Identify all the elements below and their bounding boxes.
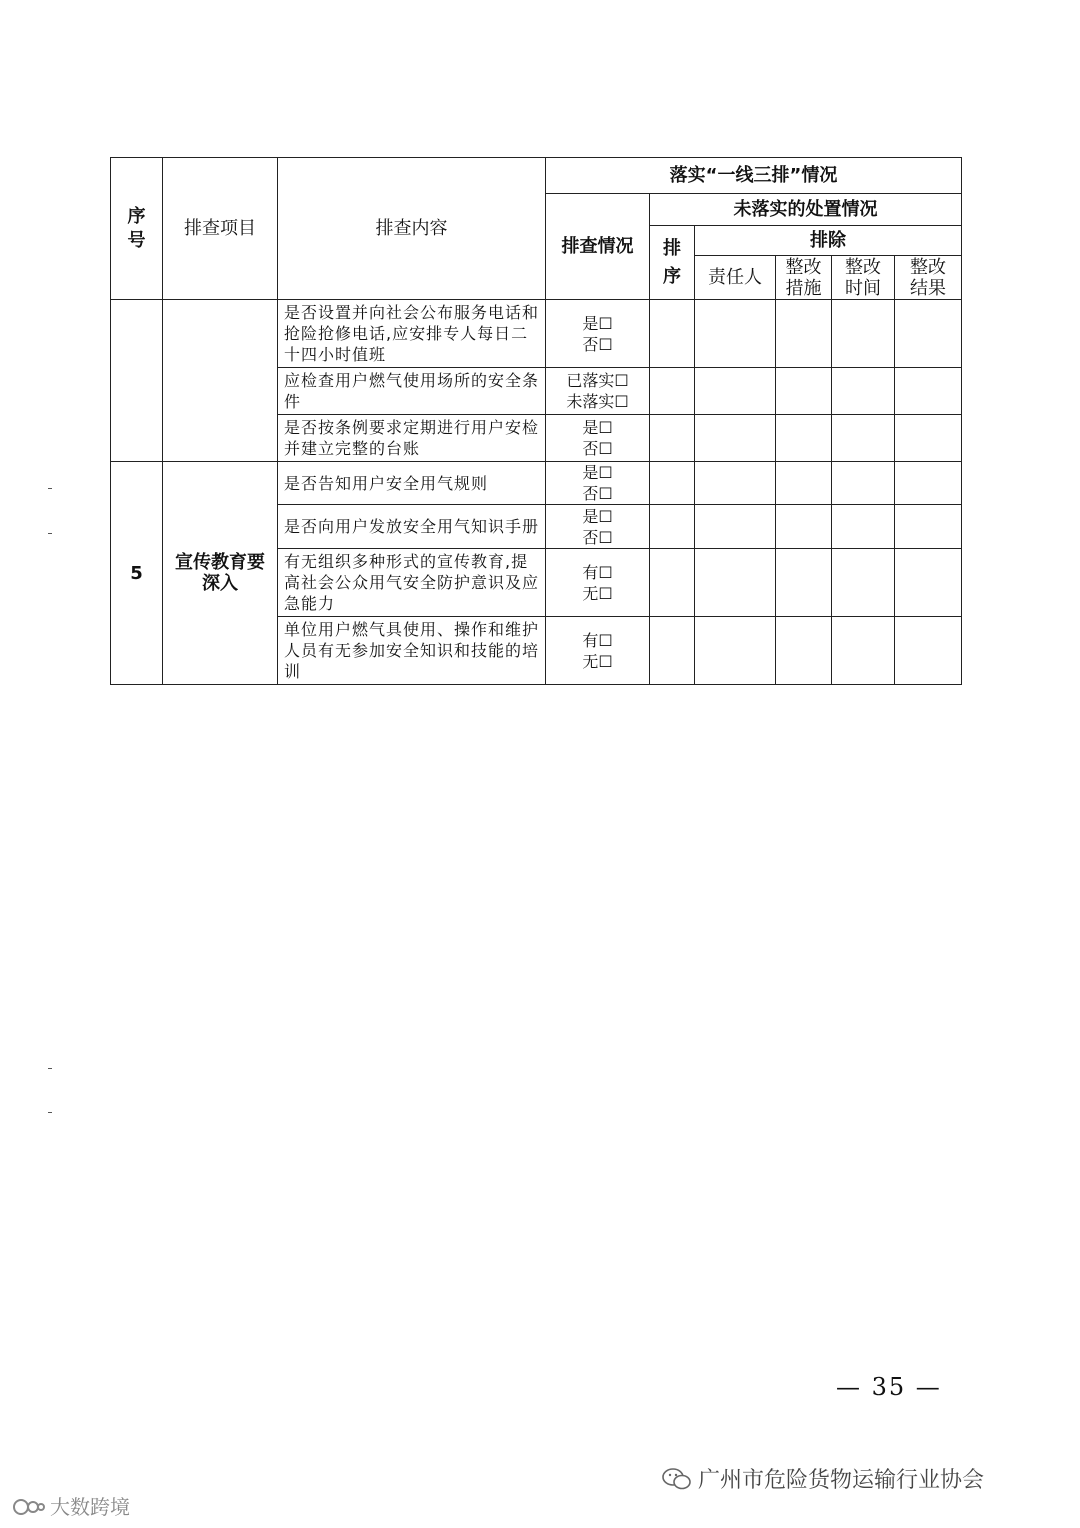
status-cell: 已落实☐ 未落实☐ xyxy=(546,368,650,415)
time-cell xyxy=(832,415,895,462)
scan-mark xyxy=(48,1112,52,1113)
item-cell: 宣传教育要深入 xyxy=(163,462,278,685)
header-responsible: 责任人 xyxy=(695,256,776,300)
result-cell xyxy=(895,462,962,505)
wechat-icon xyxy=(662,1467,692,1491)
result-cell xyxy=(895,505,962,549)
rank-cell xyxy=(650,415,695,462)
status-cell: 是☐ 否☐ xyxy=(546,415,650,462)
responsible-cell xyxy=(695,462,776,505)
header-time: 整改时间 xyxy=(832,256,895,300)
measures-cell xyxy=(776,300,832,368)
result-cell xyxy=(895,549,962,617)
status-cell: 有☐ 无☐ xyxy=(546,617,650,685)
responsible-cell xyxy=(695,415,776,462)
result-cell xyxy=(895,617,962,685)
seq-cell: 5 xyxy=(111,462,163,685)
time-cell xyxy=(832,617,895,685)
page-number: — 35 — xyxy=(836,1373,942,1401)
rank-cell xyxy=(650,617,695,685)
responsible-cell xyxy=(695,505,776,549)
rank-cell xyxy=(650,505,695,549)
header-check-status: 排查情况 xyxy=(546,194,650,300)
status-cell: 是☐ 否☐ xyxy=(546,300,650,368)
table-row xyxy=(111,300,962,368)
time-cell xyxy=(832,300,895,368)
footer-org-name: 广州市危险货物运输行业协会 xyxy=(698,1468,985,1493)
seq-cell xyxy=(111,300,163,462)
content-cell: 有无组织多种形式的宣传教育,提高社会公众用气安全防护意识及应急能力 xyxy=(278,549,546,617)
responsible-cell xyxy=(695,368,776,415)
header-content: 排查内容 xyxy=(278,158,546,300)
header-item: 排查项目 xyxy=(163,158,278,300)
content-cell: 应检查用户燃气使用场所的安全条件 xyxy=(278,368,546,415)
header-eliminate: 排除 xyxy=(695,226,962,256)
measures-cell xyxy=(776,368,832,415)
header-result: 整改结果 xyxy=(895,256,962,300)
header-rank: 排序 xyxy=(650,226,695,300)
watermark xyxy=(12,1491,130,1520)
watermark-logo-icon xyxy=(12,1494,46,1518)
measures-cell xyxy=(776,505,832,549)
watermark-text: 大数跨境 xyxy=(50,1495,130,1519)
inspection-table xyxy=(110,157,962,685)
time-cell xyxy=(832,549,895,617)
time-cell xyxy=(832,462,895,505)
content-cell: 是否向用户发放安全用气知识手册 xyxy=(278,505,546,549)
result-cell xyxy=(895,368,962,415)
result-cell xyxy=(895,415,962,462)
measures-cell xyxy=(776,462,832,505)
measures-cell xyxy=(776,549,832,617)
scan-mark xyxy=(48,1068,52,1069)
rank-cell xyxy=(650,462,695,505)
responsible-cell xyxy=(695,300,776,368)
rank-cell xyxy=(650,300,695,368)
table-row xyxy=(111,462,962,505)
content-cell: 是否告知用户安全用气规则 xyxy=(278,462,546,505)
measures-cell xyxy=(776,415,832,462)
time-cell xyxy=(832,368,895,415)
scan-mark xyxy=(48,533,52,534)
result-cell xyxy=(895,300,962,368)
rank-cell xyxy=(650,549,695,617)
header-implementation: 落实“一线三排”情况 xyxy=(546,158,962,194)
responsible-cell xyxy=(695,549,776,617)
time-cell xyxy=(832,505,895,549)
content-cell: 单位用户燃气具使用、操作和维护人员有无参加安全知识和技能的培训 xyxy=(278,617,546,685)
header-unimplemented: 未落实的处置情况 xyxy=(650,194,962,226)
scan-mark xyxy=(48,488,52,489)
content-cell: 是否设置并向社会公布服务电话和抢险抢修电话,应安排专人每日二十四小时值班 xyxy=(278,300,546,368)
status-cell: 是☐ 否☐ xyxy=(546,462,650,505)
status-cell: 是☐ 否☐ xyxy=(546,505,650,549)
measures-cell xyxy=(776,617,832,685)
header-measures: 整改措施 xyxy=(776,256,832,300)
footer-source xyxy=(662,1463,984,1494)
responsible-cell xyxy=(695,617,776,685)
header-seq: 序号 xyxy=(111,158,163,300)
item-cell xyxy=(163,300,278,462)
rank-cell xyxy=(650,368,695,415)
status-cell: 有☐ 无☐ xyxy=(546,549,650,617)
content-cell: 是否按条例要求定期进行用户安检并建立完整的台账 xyxy=(278,415,546,462)
